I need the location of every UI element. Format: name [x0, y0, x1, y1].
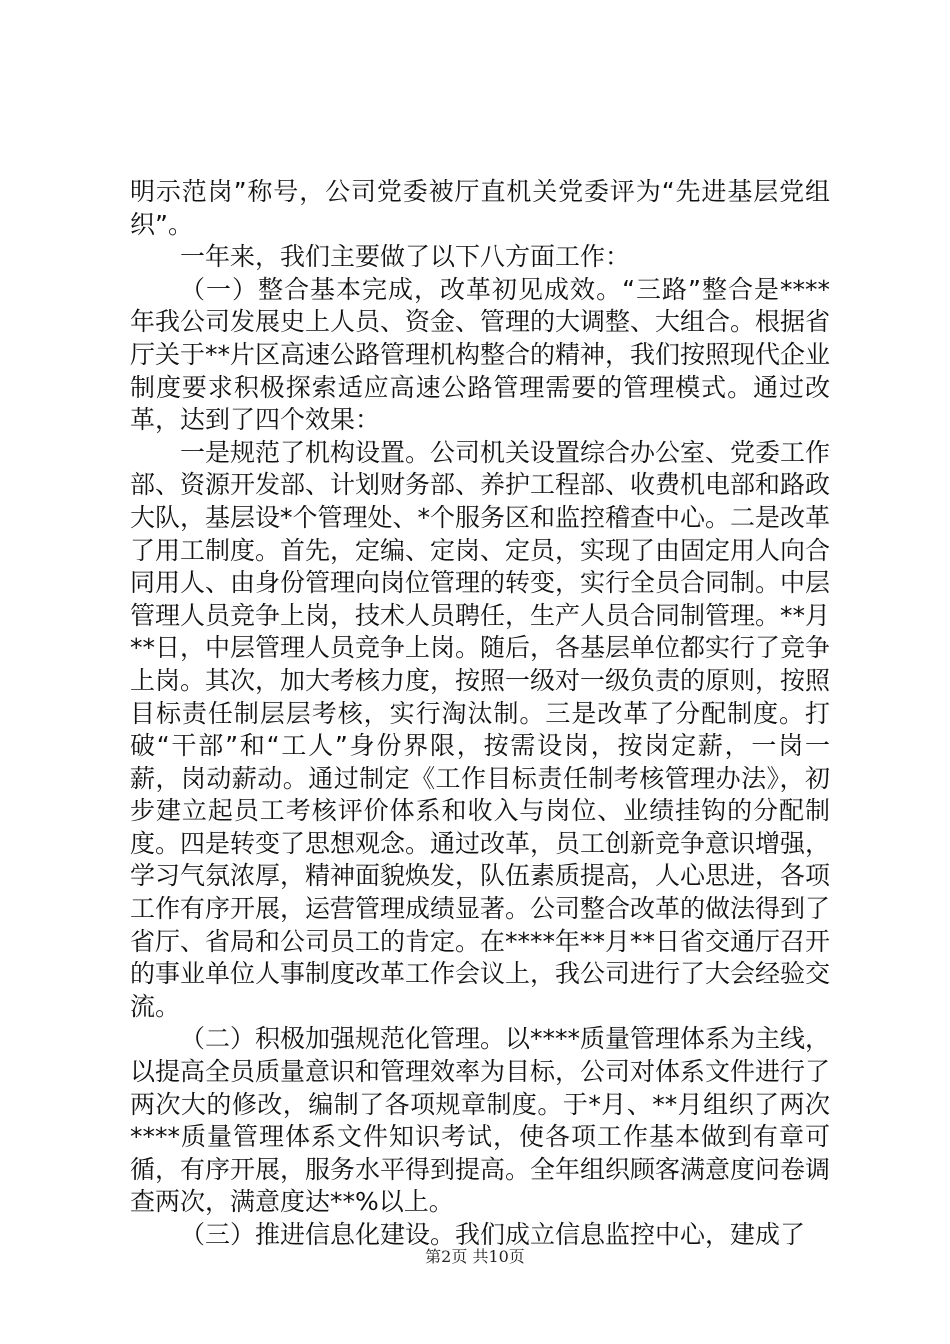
paragraph-intro: 一年来，我们主要做了以下八方面工作：	[180, 242, 631, 272]
page-number-footer: 第2页 共10页	[425, 1247, 525, 1266]
paragraph-section-3: （三）推进信息化建设。我们成立信息监控中心，建成了	[180, 1220, 806, 1249]
paragraph-continued: 明示范岗”称号，公司党委被厅直机关党委评为“先进基层党组织”。	[130, 177, 830, 239]
document-body	[130, 176, 830, 1252]
paragraph-section-1-detail: 一是规范了机构设置。公司机关设置综合办公室、党委工作部、资源开发部、计划财务部、养护工程部、收费机电部和路政大队，基层设*个管理处、*个服务区和监控稽查中心。二是改革了用工制度。首先，定编、定岗、定员，实现了由固定用人向合同用人、由身份管理向岗位管理的转变，实行全员合同制。中层管理人员竞争上岗，技术人员聘任，生产人员合同制管理。**月**日，中层管理人员竞争上岗。随后，各基层单位都实行了竞争上岗。其次，加大考核力度，按照一级对一级负责的原则，按照目标责任制层层考核，实行淘汰制。三是改革了分配制度。打破“干部”和“工人”身份界限，按需设岗，按岗定薪，一岗一薪，岗动薪动。通过制定《工作目标责任制考核管理办法》，初步建立起员工考核评价体系和收入与岗位、业绩挂钩的分配制度。四是转变了思想观念。通过改革，员工创新竞争意识增强，学习气氛浓厚，精神面貌焕发，队伍素质提高，人心思进，各项工作有序开展，运营管理成绩显著。公司整合改革的做法得到了省厅、省局和公司员工的肯定。在****年**月**日省交通厅召开的事业单位人事制度改革工作会议上，我公司进行了大会经验交流。	[130, 437, 831, 1021]
paragraph-section-1: （一）整合基本完成，改革初见成效。“三路”整合是****年我公司发展史上人员、资金、管理的大调整、大组合。根据省厅关于**片区高速公路管理机构整合的精神，我们按照现代企业制度要求积极探索适应高速公路管理需要的管理模式。通过改革，达到了四个效果：	[130, 274, 831, 435]
paragraph-section-2: （二）积极加强规范化管理。以****质量管理体系为主线，以提高全员质量意识和管理效率为目标，公司对体系文件进行了两次大的修改，编制了各项规章制度。于*月、**月组织了两次****质量管理体系文件知识考试，使各项工作基本做到有章可循，有序开展，服务水平得到提高。全年组织顾客满意度问卷调查两次，满意度达**%以上。	[130, 1024, 831, 1217]
